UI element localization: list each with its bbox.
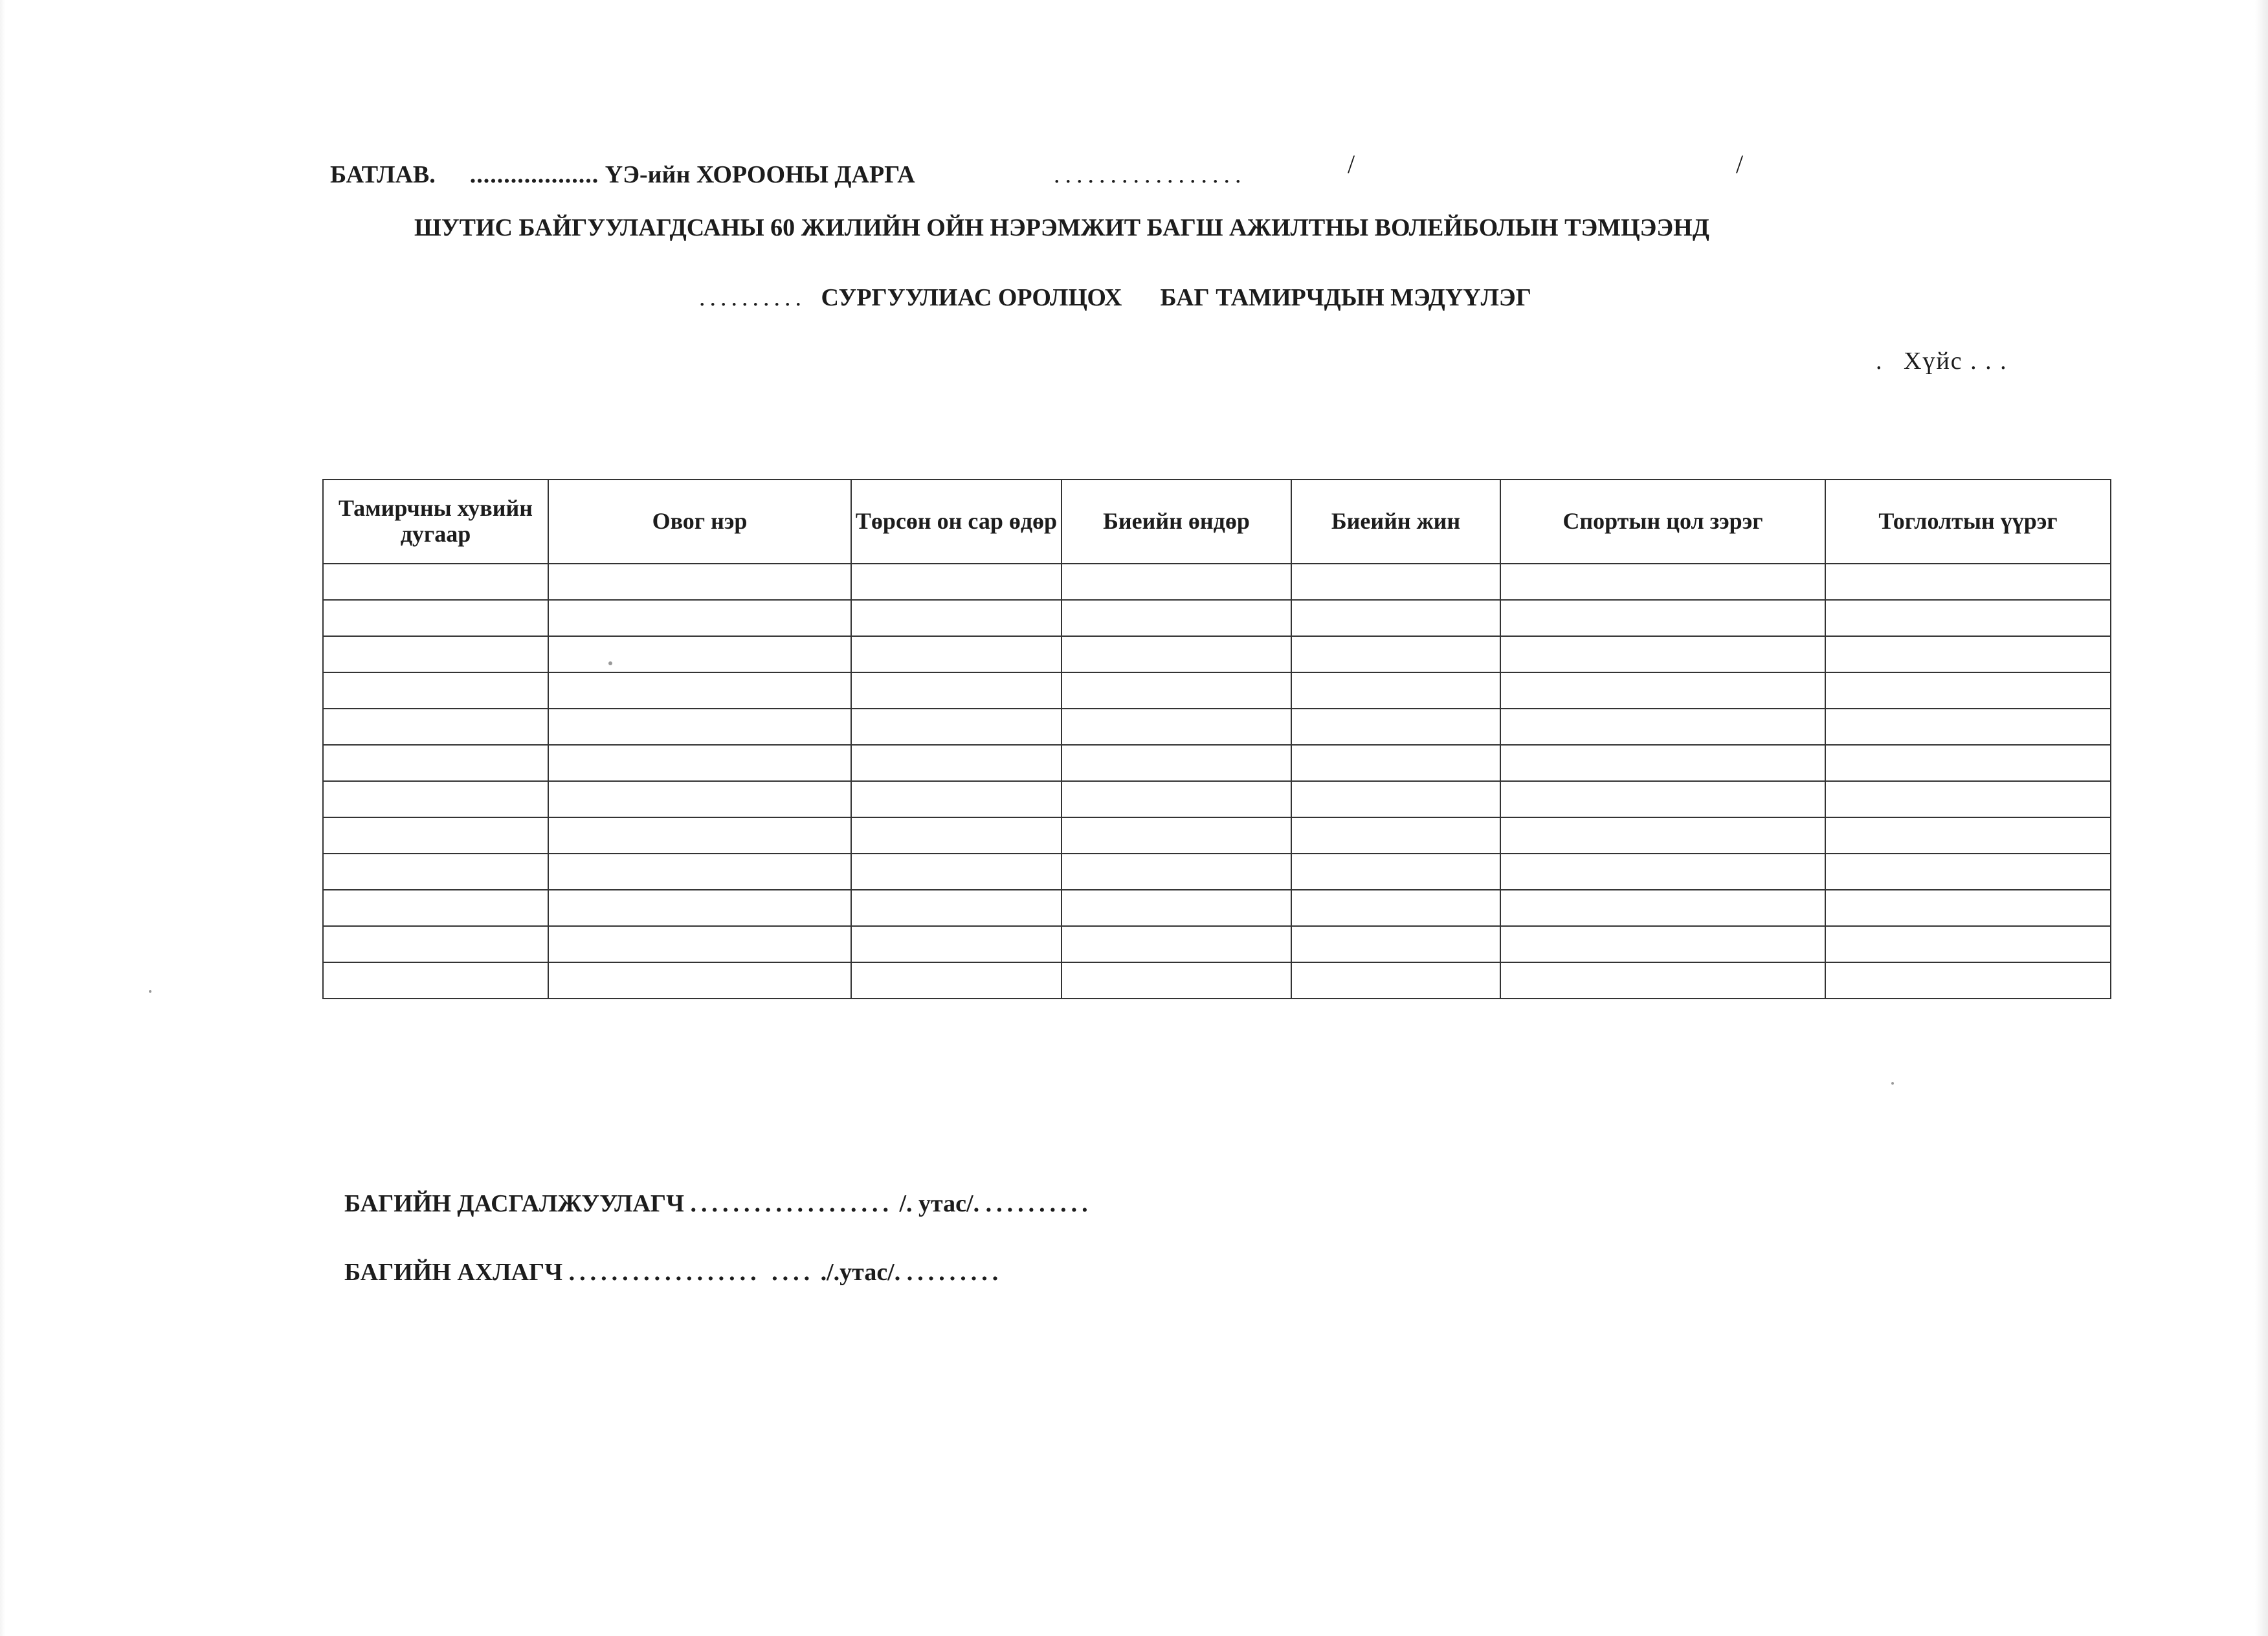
captain-phone-dots: ......... [906, 1259, 1003, 1286]
column-sport-rank: Спортын цол зэрэг [1500, 480, 1825, 564]
table-cell [548, 600, 851, 636]
scan-speck [608, 661, 612, 665]
table-cell [1291, 781, 1500, 817]
table-cell [323, 709, 548, 745]
table-row [323, 890, 2111, 926]
table-cell [1500, 745, 1825, 781]
table-cell [548, 672, 851, 709]
scan-edge-left [0, 0, 5, 1636]
table-cell [1291, 890, 1500, 926]
table-cell [1825, 890, 2111, 926]
table-cell [1062, 890, 1291, 926]
table-cell [1062, 672, 1291, 709]
committee-title: ҮЭ-ийн ХОРООНЫ ДАРГА [605, 161, 915, 188]
table-cell [1062, 709, 1291, 745]
table-cell [1825, 672, 2111, 709]
table-cell [1500, 817, 1825, 854]
table-cell [1500, 781, 1825, 817]
table-header-row [323, 480, 2111, 564]
captain-phone-label: ./.утас/. [820, 1259, 901, 1286]
table-cell [1825, 709, 2111, 745]
scan-speck [1891, 1082, 1894, 1085]
table-cell [323, 781, 548, 817]
table-cell [548, 636, 851, 672]
table-cell [1062, 781, 1291, 817]
table-cell [1062, 962, 1291, 999]
table-cell [323, 672, 548, 709]
table-cell [1062, 564, 1291, 600]
table-cell [1291, 564, 1500, 600]
table-cell [548, 854, 851, 890]
scan-speck [149, 990, 151, 993]
table-row [323, 745, 2111, 781]
table-cell [1825, 745, 2111, 781]
column-athlete-number: Тамирчны хувийн дугаар [323, 480, 548, 564]
table-cell [1062, 854, 1291, 890]
table-cell [1500, 600, 1825, 636]
slash-left: / [1348, 149, 1355, 179]
table-cell [1825, 781, 2111, 817]
table-row [323, 781, 2111, 817]
table-cell [851, 962, 1062, 999]
approve-dots: ................... [469, 161, 599, 188]
table-cell [323, 600, 548, 636]
coach-line [344, 1189, 1093, 1218]
table-cell [548, 781, 851, 817]
table-cell [851, 890, 1062, 926]
table-cell [323, 890, 548, 926]
table-cell [548, 926, 851, 962]
coach-phone-label: /. утас/. [899, 1190, 980, 1217]
table-cell [851, 600, 1062, 636]
gender-prefix: . [1876, 348, 1884, 375]
gender-label: Хүйс . . . [1904, 348, 2008, 375]
table-cell [851, 636, 1062, 672]
table-row [323, 962, 2111, 999]
table-cell [1825, 854, 2111, 890]
table-cell [1500, 890, 1825, 926]
table-cell [1500, 962, 1825, 999]
school-dots: .......... [699, 284, 806, 311]
table-cell [1062, 636, 1291, 672]
table-cell [548, 817, 851, 854]
table-cell [1500, 854, 1825, 890]
signature-dots: ................. [1054, 161, 1247, 188]
table-cell [323, 636, 548, 672]
table-cell [851, 564, 1062, 600]
table-cell [323, 962, 548, 999]
table-row [323, 564, 2111, 600]
table-cell [548, 962, 851, 999]
table-row [323, 600, 2111, 636]
table-cell [1825, 962, 2111, 999]
table-cell [1062, 926, 1291, 962]
table-cell [1825, 600, 2111, 636]
table-cell [323, 926, 548, 962]
table-cell [1291, 817, 1500, 854]
table-cell [1500, 672, 1825, 709]
coach-dots: ................... [690, 1190, 893, 1217]
table-cell [548, 564, 851, 600]
table-cell [1500, 636, 1825, 672]
table-row [323, 817, 2111, 854]
captain-dots: .................. .... [568, 1259, 815, 1286]
table-cell [548, 890, 851, 926]
table-row [323, 709, 2111, 745]
table-cell [1825, 636, 2111, 672]
table-body [323, 564, 2111, 999]
table-cell [1500, 564, 1825, 600]
column-height: Биеийн өндөр [1062, 480, 1291, 564]
table-cell [1291, 962, 1500, 999]
table-cell [1500, 709, 1825, 745]
table-cell [851, 709, 1062, 745]
table-cell [1062, 600, 1291, 636]
table-row [323, 636, 2111, 672]
approve-label: БАТЛАВ. [330, 161, 436, 188]
table-cell [851, 781, 1062, 817]
table-cell [1062, 745, 1291, 781]
table-cell [548, 745, 851, 781]
table-cell [851, 745, 1062, 781]
school-participation: СУРГУУЛИАС ОРОЛЦОХ [821, 284, 1122, 311]
table-cell [851, 854, 1062, 890]
scan-edge-right [2255, 0, 2268, 1636]
coach-label: БАГИЙН ДАСГАЛЖУУЛАГЧ [344, 1190, 684, 1217]
table-cell [1291, 672, 1500, 709]
column-play-role: Тоглолтын үүрэг [1825, 480, 2111, 564]
column-birth-date: Төрсөн он сар өдөр [851, 480, 1062, 564]
table-cell [851, 817, 1062, 854]
table-cell [1291, 926, 1500, 962]
table-row [323, 672, 2111, 709]
document-title: ШУТИС БАЙГУУЛАГДСАНЫ 60 ЖИЛИЙН ОЙН НЭРЭМЖИТ БАГШ АЖИЛТНЫ ВОЛЕЙБОЛЫН ТЭМЦЭЭНД [414, 214, 1709, 241]
approval-line [330, 160, 915, 189]
table-cell [1825, 564, 2111, 600]
team-roster-title: БАГ ТАМИРЧДЫН МЭДҮҮЛЭГ [1160, 284, 1531, 311]
table-cell [851, 926, 1062, 962]
table-cell [323, 817, 548, 854]
table-cell [548, 709, 851, 745]
coach-phone-dots: .......... [985, 1190, 1093, 1217]
table-cell [1825, 926, 2111, 962]
table-row [323, 926, 2111, 962]
table-cell [1291, 600, 1500, 636]
captain-label: БАГИЙН АХЛАГЧ [344, 1259, 563, 1286]
table-cell [1825, 817, 2111, 854]
roster-table [322, 479, 2111, 999]
table-cell [851, 672, 1062, 709]
captain-line [344, 1258, 1003, 1287]
table-cell [1500, 926, 1825, 962]
table-cell [1291, 745, 1500, 781]
table-cell [323, 564, 548, 600]
document-subtitle [699, 283, 1531, 312]
column-weight: Биеийн жин [1291, 480, 1500, 564]
table-cell [1291, 709, 1500, 745]
table-row [323, 854, 2111, 890]
gender-field [1876, 347, 2008, 375]
slash-right: / [1736, 149, 1744, 179]
table-cell [1291, 854, 1500, 890]
table-cell [323, 854, 548, 890]
table-cell [1291, 636, 1500, 672]
table-cell [1062, 817, 1291, 854]
column-full-name: Овог нэр [548, 480, 851, 564]
table-cell [323, 745, 548, 781]
